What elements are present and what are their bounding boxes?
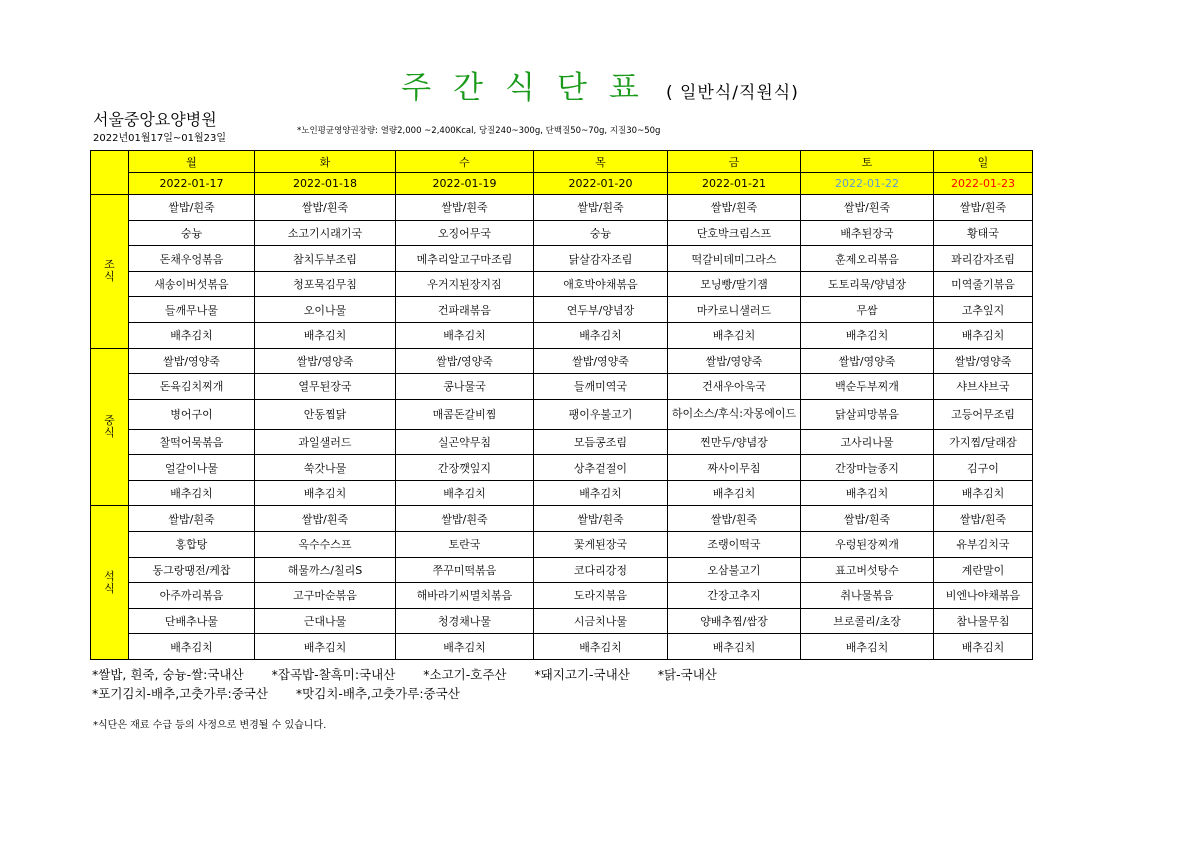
day-name-cell: 수 <box>396 151 534 173</box>
menu-item: 샤브샤브국 <box>934 374 1033 400</box>
menu-item: 배추김치 <box>934 322 1033 348</box>
menu-item: 꽈리감자조림 <box>934 246 1033 272</box>
menu-item: 배추김치 <box>934 634 1033 660</box>
menu-item: 쌀밥/흰죽 <box>801 195 934 221</box>
menu-item: 배추김치 <box>129 480 255 506</box>
menu-row <box>91 583 1033 609</box>
corner-cell <box>91 151 129 195</box>
menu-item: 메추리알고구마조림 <box>396 246 534 272</box>
menu-item: 쌀밥/영양죽 <box>129 348 255 374</box>
menu-item: 도토리묵/양념장 <box>801 271 934 297</box>
menu-item: 마카로니샐러드 <box>668 297 801 323</box>
menu-item: 쌀밥/영양죽 <box>668 348 801 374</box>
menu-item: 계란말이 <box>934 557 1033 583</box>
menu-item: 배추김치 <box>255 322 396 348</box>
menu-item: 유부김치국 <box>934 531 1033 557</box>
menu-item: 애호박야채볶음 <box>534 271 668 297</box>
menu-item: 무쌈 <box>801 297 934 323</box>
menu-item: 고등어무조림 <box>934 399 1033 429</box>
menu-item: 숭늉 <box>534 220 668 246</box>
nutrition-guide: *노인평균영양권장량: 열량2,000 ~2,400Kcal, 당질240~300g, 단백질50~70g, 지질30~50g <box>297 126 661 136</box>
date-cell: 2022-01-22 <box>801 173 934 195</box>
menu-item: 배추된장국 <box>801 220 934 246</box>
menu-item: 쌀밥/흰죽 <box>934 195 1033 221</box>
menu-item: 시금치나물 <box>534 608 668 634</box>
date-cell: 2022-01-21 <box>668 173 801 195</box>
origin-note: *맛김치-배추,고춧가루:중국산 <box>295 686 460 701</box>
menu-item: 건새우아욱국 <box>668 374 801 400</box>
menu-item: 브로콜리/초장 <box>801 608 934 634</box>
menu-item: 청포묵김무침 <box>255 271 396 297</box>
menu-item: 찰떡어묵볶음 <box>129 429 255 455</box>
menu-item: 청경채나물 <box>396 608 534 634</box>
menu-item: 쌀밥/영양죽 <box>801 348 934 374</box>
date-cell: 2022-01-18 <box>255 173 396 195</box>
date-cell: 2022-01-19 <box>396 173 534 195</box>
meal-label: 중 식 <box>91 348 129 506</box>
menu-item: 도라지볶음 <box>534 583 668 609</box>
menu-item: 간장고추지 <box>668 583 801 609</box>
page-title <box>0 62 1200 107</box>
menu-item: 상추겉절이 <box>534 455 668 481</box>
menu-item: 쌀밥/흰죽 <box>668 195 801 221</box>
day-name-row <box>91 151 1033 173</box>
menu-item: 참나물무침 <box>934 608 1033 634</box>
menu-period: 2022년01월17일~01월23일 <box>93 133 227 144</box>
menu-item: 참치두부조림 <box>255 246 396 272</box>
menu-item: 배추김치 <box>396 634 534 660</box>
menu-item: 취나물볶음 <box>801 583 934 609</box>
menu-row <box>91 634 1033 660</box>
menu-item: 고구마순볶음 <box>255 583 396 609</box>
menu-item: 열무된장국 <box>255 374 396 400</box>
meal-label: 석 식 <box>91 506 129 660</box>
menu-item: 쌀밥/흰죽 <box>129 506 255 532</box>
menu-item: 모듬콩조림 <box>534 429 668 455</box>
menu-item: 팽이우불고기 <box>534 399 668 429</box>
menu-item: 배추김치 <box>668 480 801 506</box>
menu-item: 배추김치 <box>129 322 255 348</box>
menu-item: 들깨미역국 <box>534 374 668 400</box>
menu-row <box>91 195 1033 221</box>
menu-item: 배추김치 <box>801 634 934 660</box>
menu-item: 코다리강정 <box>534 557 668 583</box>
menu-row <box>91 557 1033 583</box>
menu-item: 하이소스/후식:자몽에이드 <box>668 399 801 429</box>
origin-note: *쌀밥, 흰죽, 숭늉-쌀:국내산 <box>92 667 244 682</box>
origin-notes-line1 <box>92 665 745 683</box>
menu-item: 쌀밥/영양죽 <box>255 348 396 374</box>
menu-item: 배추김치 <box>534 634 668 660</box>
menu-item: 쌀밥/영양죽 <box>934 348 1033 374</box>
meal-label: 조 식 <box>91 195 129 348</box>
menu-item: 건파래볶음 <box>396 297 534 323</box>
menu-item: 배추김치 <box>801 322 934 348</box>
menu-row <box>91 220 1033 246</box>
menu-item: 들깨무나물 <box>129 297 255 323</box>
menu-item: 배추김치 <box>668 322 801 348</box>
menu-item: 매콤돈갈비찜 <box>396 399 534 429</box>
menu-item: 배추김치 <box>534 480 668 506</box>
menu-item: 쌀밥/흰죽 <box>129 195 255 221</box>
menu-item: 가지찜/달래잠 <box>934 429 1033 455</box>
menu-item: 단배추나물 <box>129 608 255 634</box>
menu-row <box>91 297 1033 323</box>
menu-item: 토란국 <box>396 531 534 557</box>
menu-item: 고사리나물 <box>801 429 934 455</box>
menu-item: 닭살피망볶음 <box>801 399 934 429</box>
menu-item: 옥수수스프 <box>255 531 396 557</box>
origin-notes-line2 <box>92 684 488 702</box>
menu-item: 쌀밥/영양죽 <box>396 348 534 374</box>
menu-item: 단호박크림스프 <box>668 220 801 246</box>
day-name-cell: 화 <box>255 151 396 173</box>
weekly-menu-table <box>90 150 1033 660</box>
menu-item: 실곤약무침 <box>396 429 534 455</box>
menu-item: 홍합탕 <box>129 531 255 557</box>
menu-item: 동그랑땡전/케찹 <box>129 557 255 583</box>
menu-item: 배추김치 <box>255 480 396 506</box>
menu-item: 배추김치 <box>396 480 534 506</box>
menu-item: 오이나물 <box>255 297 396 323</box>
date-cell: 2022-01-23 <box>934 173 1033 195</box>
menu-row <box>91 322 1033 348</box>
menu-item: 우렁된장찌개 <box>801 531 934 557</box>
menu-row <box>91 374 1033 400</box>
menu-item: 황태국 <box>934 220 1033 246</box>
menu-item: 쭈꾸미떡볶음 <box>396 557 534 583</box>
menu-item: 쌀밥/흰죽 <box>934 506 1033 532</box>
menu-item: 얼갈이나물 <box>129 455 255 481</box>
menu-item: 양배추찜/쌈장 <box>668 608 801 634</box>
menu-item: 모닝빵/딸기잼 <box>668 271 801 297</box>
hospital-name: 서울중앙요양병원 <box>93 110 217 129</box>
menu-item: 훈제오리볶음 <box>801 246 934 272</box>
origin-note: *닭-국내산 <box>657 667 717 682</box>
menu-item: 배추김치 <box>801 480 934 506</box>
menu-item: 해바라기씨멸치볶음 <box>396 583 534 609</box>
menu-item: 오삼불고기 <box>668 557 801 583</box>
origin-note: *포기김치-배추,고춧가루:중국산 <box>92 686 268 701</box>
menu-item: 쌀밥/흰죽 <box>396 506 534 532</box>
menu-item: 쌀밥/영양죽 <box>534 348 668 374</box>
menu-item: 배추김치 <box>934 480 1033 506</box>
menu-item: 콩나물국 <box>396 374 534 400</box>
menu-item: 쌀밥/흰죽 <box>255 506 396 532</box>
menu-row <box>91 399 1033 429</box>
origin-note: *잡곡밥-찰흑미:국내산 <box>271 667 396 682</box>
menu-item: 떡갈비데미그라스 <box>668 246 801 272</box>
day-name-cell: 일 <box>934 151 1033 173</box>
menu-item: 김구이 <box>934 455 1033 481</box>
menu-item: 돈채우엉볶음 <box>129 246 255 272</box>
menu-item: 쌀밥/흰죽 <box>534 195 668 221</box>
menu-row <box>91 246 1033 272</box>
menu-item: 고추잎지 <box>934 297 1033 323</box>
menu-item: 쌀밥/흰죽 <box>396 195 534 221</box>
menu-item: 간장깻잎지 <box>396 455 534 481</box>
menu-item: 아주까리볶음 <box>129 583 255 609</box>
menu-item: 짜사이무침 <box>668 455 801 481</box>
day-name-cell: 금 <box>668 151 801 173</box>
menu-item: 과일샐러드 <box>255 429 396 455</box>
menu-item: 조랭이떡국 <box>668 531 801 557</box>
menu-item: 닭살감자조림 <box>534 246 668 272</box>
menu-row <box>91 429 1033 455</box>
day-name-cell: 월 <box>129 151 255 173</box>
origin-note: *소고기-호주산 <box>423 667 507 682</box>
menu-item: 표고버섯탕수 <box>801 557 934 583</box>
menu-row <box>91 348 1033 374</box>
date-cell: 2022-01-20 <box>534 173 668 195</box>
menu-item: 배추김치 <box>534 322 668 348</box>
menu-item: 돈육김치찌개 <box>129 374 255 400</box>
menu-item: 오징어무국 <box>396 220 534 246</box>
menu-item: 우거지된장지짐 <box>396 271 534 297</box>
menu-item: 배추김치 <box>255 634 396 660</box>
menu-item: 백순두부찌개 <box>801 374 934 400</box>
menu-row <box>91 608 1033 634</box>
menu-item: 병어구이 <box>129 399 255 429</box>
title-main: 주간식단표 <box>401 70 661 106</box>
menu-item: 근대나물 <box>255 608 396 634</box>
title-sub: ( 일반식/직원식) <box>665 83 799 103</box>
menu-item: 쑥갓나물 <box>255 455 396 481</box>
menu-item: 꽃게된장국 <box>534 531 668 557</box>
menu-item: 간장마늘종지 <box>801 455 934 481</box>
disclaimer: *식단은 재료 수급 등의 사정으로 변경될 수 있습니다. <box>93 720 327 731</box>
menu-item: 찐만두/양념장 <box>668 429 801 455</box>
menu-row <box>91 506 1033 532</box>
menu-row <box>91 480 1033 506</box>
origin-note: *돼지고기-국내산 <box>534 667 630 682</box>
menu-item: 숭늉 <box>129 220 255 246</box>
menu-row <box>91 531 1033 557</box>
menu-item: 쌀밥/흰죽 <box>255 195 396 221</box>
menu-item: 비엔나야채볶음 <box>934 583 1033 609</box>
menu-item: 배추김치 <box>129 634 255 660</box>
menu-item: 안동찜닭 <box>255 399 396 429</box>
date-cell: 2022-01-17 <box>129 173 255 195</box>
day-name-cell: 목 <box>534 151 668 173</box>
menu-row <box>91 455 1033 481</box>
menu-row <box>91 271 1033 297</box>
menu-item: 쌀밥/흰죽 <box>801 506 934 532</box>
menu-item: 배추김치 <box>668 634 801 660</box>
menu-item: 미역줄기볶음 <box>934 271 1033 297</box>
menu-item: 쌀밥/흰죽 <box>668 506 801 532</box>
menu-item: 소고기시래기국 <box>255 220 396 246</box>
menu-item: 쌀밥/흰죽 <box>534 506 668 532</box>
menu-item: 배추김치 <box>396 322 534 348</box>
menu-item: 새송이버섯볶음 <box>129 271 255 297</box>
menu-item: 연두부/양념장 <box>534 297 668 323</box>
menu-item: 해물까스/칠리S <box>255 557 396 583</box>
day-name-cell: 토 <box>801 151 934 173</box>
date-row <box>91 173 1033 195</box>
